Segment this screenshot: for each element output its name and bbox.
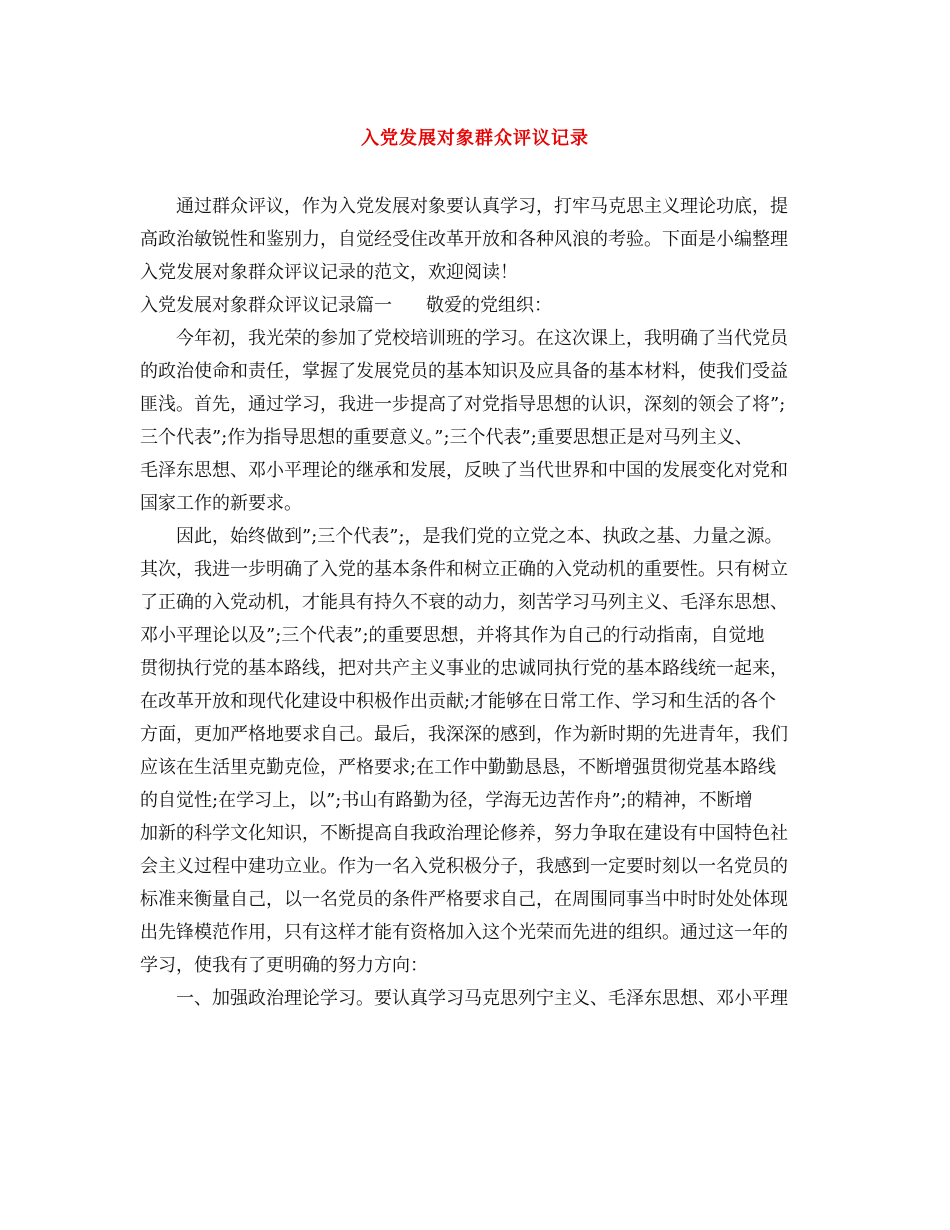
text-line: 贯彻执行党的基本路线，把对共产主义事业的忠诚同执行党的基本路线统一起来，: [140, 658, 788, 679]
section-heading-line: [140, 289, 822, 322]
document-body: [140, 190, 822, 1015]
text-line: 方面，更加严格地要求自己。最后，我深深的感到，作为新时期的先进青年，我们: [140, 724, 788, 745]
text-line: 通过群众评议，作为入党发展对象要认真学习，打牢马克思主义理论功底，提: [176, 196, 788, 217]
text-line: 三个代表”;作为指导思想的重要意义。”;三个代表”;重要思想正是对马列主义、: [140, 427, 753, 448]
section-heading: 入党发展对象群众评议记录篇一: [140, 295, 392, 316]
text-line: 标准来衡量自己，以一名党员的条件严格要求自己，在周围同事当中时时处处体现: [140, 889, 788, 910]
intro-paragraph: [140, 190, 822, 289]
text-line: 邓小平理论以及”;三个代表”;的重要思想，并将其作为自己的行动指南，自觉地: [140, 625, 765, 646]
text-line: 出先锋模范作用，只有这样才能有资格加入这个光荣而先进的组织。通过这一年的: [140, 922, 788, 943]
text-line: 一、加强政治理论学习。要认真学习马克思列宁主义、毛泽东思想、邓小平理: [176, 988, 788, 1009]
text-line: 匪浅。首先，通过学习，我进一步提高了对党指导思想的认识，深刻的领会了将”;: [140, 394, 786, 415]
text-line: 了正确的入党动机，才能具有持久不衰的动力，刻苦学习马列主义、毛泽东思想、: [140, 592, 788, 613]
body-paragraph-2: [140, 520, 822, 982]
text-line: 的政治使命和责任，掌握了发展党员的基本知识及应具备的基本材料，使我们受益: [140, 361, 788, 382]
text-line: 毛泽东思想、邓小平理论的继承和发展，反映了当代世界和中国的发展变化对党和: [140, 460, 788, 481]
text-line: 因此，始终做到”;三个代表”;，是我们党的立党之本、执政之基、力量之源。: [176, 526, 783, 547]
text-line: 高政治敏锐性和鉴别力，自觉经受住改革开放和各种风浪的考验。下面是小编整理: [140, 229, 788, 250]
text-line: 应该在生活里克勤克俭，严格要求;在工作中勤勤恳恳，不断增强贯彻党基本路线: [140, 757, 777, 778]
text-line: 会主义过程中建功立业。作为一名入党积极分子，我感到一定要时刻以一名党员的: [140, 856, 788, 877]
body-paragraph-3: [140, 982, 822, 1015]
text-line: 的自觉性;在学习上，以”;书山有路勤为径，学海无边苦作舟”;的精神，不断增: [140, 790, 753, 811]
text-line: 在改革开放和现代化建设中积极作出贡献;才能够在日常工作、学习和生活的各个: [140, 691, 777, 712]
body-paragraph-1: [140, 322, 822, 520]
salutation: 敬爱的党组织：: [426, 295, 552, 316]
text-line: 国家工作的新要求。: [140, 493, 302, 514]
document-title: 入党发展对象群众评议记录: [361, 128, 589, 149]
text-line: 学习，使我有了更明确的努力方向：: [140, 955, 428, 976]
text-line: 入党发展对象群众评议记录的范文，欢迎阅读！: [140, 262, 518, 283]
text-line: 加新的科学文化知识，不断提高自我政治理论修养，努力争取在建设有中国特色社: [140, 823, 788, 844]
text-line: 今年初，我光荣的参加了党校培训班的学习。在这次课上，我明确了当代党员: [176, 328, 788, 349]
text-line: 其次，我进一步明确了入党的基本条件和树立正确的入党动机的重要性。只有树立: [140, 559, 788, 580]
